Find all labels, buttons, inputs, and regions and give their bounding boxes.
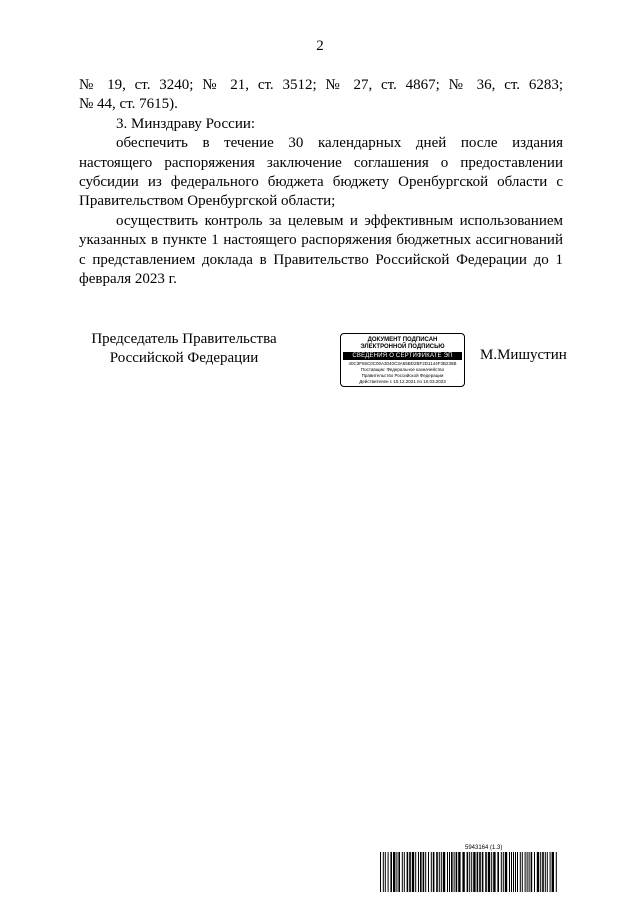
barcode-bar bbox=[380, 852, 381, 892]
barcode-bar bbox=[454, 852, 455, 892]
barcode-bar bbox=[407, 852, 409, 892]
barcode-bar bbox=[425, 852, 426, 892]
paragraph-control-report: осуществить контроль за целевым и эффективным использованием указанных в пункте 1 настоящего распоряжения бюджетных ассигнований с представлением доклада в Правительство Российской Федерации до 1 февраля 2023 г. bbox=[79, 212, 563, 288]
barcode-bar bbox=[477, 852, 479, 892]
barcode-bar bbox=[482, 852, 484, 892]
barcode-bar bbox=[545, 852, 546, 892]
barcode-bar bbox=[503, 852, 504, 892]
barcode-bar bbox=[388, 852, 389, 892]
barcode-bar bbox=[529, 852, 530, 892]
barcode-bar bbox=[385, 852, 386, 892]
barcode-bar bbox=[398, 852, 400, 892]
barcode-bar bbox=[467, 852, 469, 892]
barcode-bar bbox=[488, 852, 490, 892]
barcode-bar bbox=[513, 852, 514, 892]
barcode-bar bbox=[436, 852, 438, 892]
stamp-supplier-line2: Правительство Российской Федерации bbox=[361, 373, 444, 378]
barcode-bar bbox=[531, 852, 533, 892]
stamp-title-line2: ЭЛЕКТРОННОЙ ПОДПИСЬЮ bbox=[360, 344, 445, 350]
barcode-bar bbox=[550, 852, 551, 892]
barcode-bar bbox=[505, 852, 507, 892]
barcode-bar bbox=[471, 852, 472, 892]
barcode-bar bbox=[469, 852, 470, 892]
barcode-bar bbox=[443, 852, 445, 892]
barcode-bar bbox=[527, 852, 528, 892]
barcode-bar bbox=[433, 852, 435, 892]
barcode-bar bbox=[456, 852, 458, 892]
stamp-supplier-line1: Поставщик: Федеральное казначейство bbox=[360, 367, 445, 372]
signatory-position-line1: Председатель Правительства bbox=[91, 331, 277, 347]
barcode-bar bbox=[383, 852, 384, 892]
barcode-bar bbox=[396, 852, 397, 892]
barcode-bar bbox=[525, 852, 526, 892]
document-body bbox=[79, 76, 563, 289]
barcode-bar bbox=[509, 852, 510, 892]
barcode-bar bbox=[534, 852, 535, 892]
barcode-bar bbox=[458, 852, 460, 892]
signatory-position bbox=[79, 330, 289, 369]
signatory-position-line2: Российской Федерации bbox=[109, 350, 259, 367]
barcode-bar bbox=[415, 852, 416, 892]
barcode-bar bbox=[515, 852, 516, 892]
paragraph-citation-line2: № 44, ст. 7615). bbox=[79, 96, 178, 113]
paragraph-citation-line1: № 19, ст. 3240; № 21, ст. 3512; № 27, ст. 4867; № 36, ст. 6283; bbox=[79, 77, 563, 93]
barcode-bar bbox=[418, 852, 419, 892]
signatory-name: М.Мишустин bbox=[480, 347, 567, 363]
barcode-bar bbox=[441, 852, 442, 892]
barcode-bar bbox=[447, 852, 448, 892]
stamp-certificate-bar: СВЕДЕНИЯ О СЕРТИФИКАТЕ ЭП bbox=[343, 352, 462, 360]
barcode-bar bbox=[462, 852, 464, 892]
barcode-bar bbox=[501, 852, 502, 892]
paragraph-ensure-agreement: обеспечить в течение 30 календарных дней после издания настоящего распоряжения заключение соглашения о предоставлении субсидии из федерального бюджета бюджету Оренбургской области с Правительством Оренбургской области; bbox=[79, 135, 563, 210]
barcode-bar bbox=[423, 852, 425, 892]
barcode-bar bbox=[537, 852, 539, 892]
barcode-bar bbox=[511, 852, 512, 892]
barcode-bar bbox=[540, 852, 541, 892]
barcode-bar bbox=[547, 852, 548, 892]
paragraph-item-3-heading: 3. Минздраву России: bbox=[116, 115, 256, 132]
barcode-bar bbox=[520, 852, 521, 892]
stamp-title-line1: ДОКУМЕНТ ПОДПИСАН bbox=[367, 337, 438, 343]
barcode-bar bbox=[556, 852, 557, 892]
barcode-bar bbox=[412, 852, 414, 892]
barcode bbox=[380, 852, 560, 892]
barcode-bar bbox=[409, 852, 411, 892]
barcode-bar bbox=[402, 852, 403, 892]
barcode-label: 5943164 (1.3) bbox=[465, 845, 503, 851]
barcode-bar bbox=[449, 852, 450, 892]
barcode-bar bbox=[552, 852, 554, 892]
barcode-bar bbox=[542, 852, 544, 892]
barcode-bar bbox=[473, 852, 475, 892]
barcode-bar bbox=[431, 852, 432, 892]
barcode-bar bbox=[493, 852, 495, 892]
electronic-signature-stamp bbox=[340, 333, 465, 387]
barcode-bar bbox=[522, 852, 523, 892]
barcode-bar bbox=[393, 852, 395, 892]
barcode-bar bbox=[420, 852, 422, 892]
barcode-bar bbox=[497, 852, 499, 892]
page-number: 2 bbox=[316, 38, 324, 54]
barcode-bar bbox=[485, 852, 487, 892]
stamp-validity: Действителен с 10.12.2021 по 10.03.2023 bbox=[359, 379, 446, 384]
barcode-bar bbox=[439, 852, 440, 892]
barcode-bar bbox=[404, 852, 405, 892]
barcode-bar bbox=[390, 852, 392, 892]
barcode-bar bbox=[428, 852, 429, 892]
barcode-bar bbox=[491, 852, 492, 892]
barcode-bar bbox=[451, 852, 453, 892]
barcode-bar bbox=[517, 852, 518, 892]
stamp-serial: 40C3F65C0C00A3040C3A65BD2BF2D1144F3B236B bbox=[348, 361, 457, 366]
barcode-bar bbox=[479, 852, 481, 892]
